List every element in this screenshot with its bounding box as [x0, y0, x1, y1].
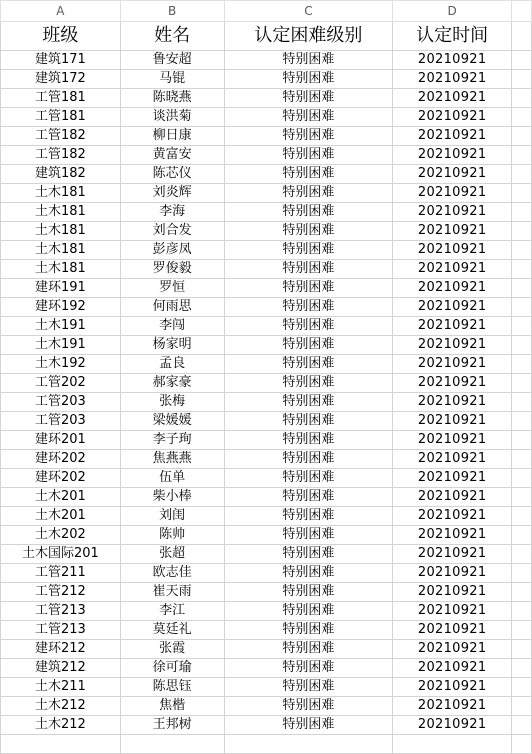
cell-date[interactable]: 20210921 [393, 108, 512, 127]
cell-level[interactable]: 特别困难 [224, 184, 393, 203]
cell-level[interactable]: 特别困难 [224, 640, 393, 659]
table-row [1, 260, 532, 279]
cell-date[interactable]: 20210921 [393, 640, 512, 659]
cell-class[interactable]: 土木212 [1, 716, 121, 735]
cell-blank[interactable] [512, 317, 532, 336]
cell-blank[interactable] [512, 393, 532, 412]
table-row [1, 526, 532, 545]
cell-level[interactable]: 特别困难 [224, 222, 393, 241]
cell-level[interactable]: 特别困难 [224, 716, 393, 735]
table-row [1, 317, 532, 336]
cell-name[interactable]: 张梅 [120, 393, 224, 412]
cell-class[interactable]: 土木202 [1, 526, 121, 545]
cell-name[interactable]: 鲁安超 [120, 51, 224, 70]
cell-class[interactable]: 工管213 [1, 621, 121, 640]
cell-name[interactable]: 罗俊毅 [120, 260, 224, 279]
cell-level[interactable]: 特别困难 [224, 51, 393, 70]
table-row [1, 507, 532, 526]
cell-date[interactable]: 20210921 [393, 412, 512, 431]
cell-name[interactable]: 陈芯仪 [120, 165, 224, 184]
cell-blank[interactable] [512, 507, 532, 526]
cell-name[interactable]: 李子珣 [120, 431, 224, 450]
cell-level[interactable]: 特别困难 [224, 678, 393, 697]
cell-level[interactable]: 特别困难 [224, 488, 393, 507]
cell-blank[interactable] [512, 526, 532, 545]
cell-date[interactable]: 20210921 [393, 393, 512, 412]
header-blank-cell[interactable] [512, 22, 532, 51]
cell-class[interactable]: 工管213 [1, 602, 121, 621]
cell-name[interactable]: 王邦树 [120, 716, 224, 735]
cell-date[interactable]: 20210921 [393, 336, 512, 355]
cell-date[interactable]: 20210921 [393, 165, 512, 184]
table-row [1, 412, 532, 431]
cell-date[interactable]: 20210921 [393, 659, 512, 678]
cell-blank[interactable] [512, 545, 532, 564]
cell-blank[interactable] [512, 51, 532, 70]
cell-class[interactable]: 建筑212 [1, 659, 121, 678]
table-row [1, 678, 532, 697]
cell-level[interactable]: 特别困难 [224, 697, 393, 716]
cell-name[interactable]: 张超 [120, 545, 224, 564]
cell-level[interactable]: 特别困难 [224, 146, 393, 165]
cell-class[interactable]: 建环202 [1, 469, 121, 488]
cell-level[interactable]: 特别困难 [224, 165, 393, 184]
table-row [1, 621, 532, 640]
cell-name[interactable]: 刘合发 [120, 222, 224, 241]
cell-class[interactable]: 土木181 [1, 184, 121, 203]
empty-cell[interactable] [1, 735, 121, 754]
cell-name[interactable]: 焦燕燕 [120, 450, 224, 469]
cell-level[interactable]: 特别困难 [224, 89, 393, 108]
cell-name[interactable]: 徐可瑜 [120, 659, 224, 678]
cell-level[interactable]: 特别困难 [224, 108, 393, 127]
table-row [1, 716, 532, 735]
cell-name[interactable]: 刘闺 [120, 507, 224, 526]
header-date[interactable]: 认定时间 [393, 22, 512, 51]
cell-level[interactable]: 特别困难 [224, 621, 393, 640]
column-letter-b[interactable]: B [120, 1, 224, 22]
cell-date[interactable]: 20210921 [393, 89, 512, 108]
cell-class[interactable]: 工管212 [1, 583, 121, 602]
cell-level[interactable]: 特别困难 [224, 431, 393, 450]
cell-level[interactable]: 特别困难 [224, 507, 393, 526]
cell-class[interactable]: 土木181 [1, 260, 121, 279]
cell-class[interactable]: 建筑182 [1, 165, 121, 184]
cell-name[interactable]: 谈洪菊 [120, 108, 224, 127]
cell-class[interactable]: 土木191 [1, 317, 121, 336]
cell-level[interactable]: 特别困难 [224, 393, 393, 412]
table-row [1, 640, 532, 659]
table-row [1, 355, 532, 374]
cell-blank[interactable] [512, 450, 532, 469]
cell-class[interactable]: 工管181 [1, 108, 121, 127]
table-row [1, 450, 532, 469]
cell-date[interactable]: 20210921 [393, 260, 512, 279]
table-row [1, 70, 532, 89]
table-row [1, 697, 532, 716]
table-row [1, 659, 532, 678]
cell-level[interactable]: 特别困难 [224, 260, 393, 279]
cell-name[interactable]: 陈晓燕 [120, 89, 224, 108]
cell-class[interactable]: 工管181 [1, 89, 121, 108]
cell-level[interactable]: 特别困难 [224, 355, 393, 374]
cell-name[interactable]: 焦楷 [120, 697, 224, 716]
cell-level[interactable]: 特别困难 [224, 469, 393, 488]
empty-cell[interactable] [224, 735, 393, 754]
cell-blank[interactable] [512, 374, 532, 393]
cell-date[interactable]: 20210921 [393, 621, 512, 640]
cell-date[interactable]: 20210921 [393, 526, 512, 545]
cell-blank[interactable] [512, 184, 532, 203]
cell-level[interactable]: 特别困难 [224, 583, 393, 602]
cell-class[interactable]: 工管182 [1, 146, 121, 165]
cell-blank[interactable] [512, 412, 532, 431]
cell-name[interactable]: 陈帅 [120, 526, 224, 545]
table-row [1, 469, 532, 488]
cell-class[interactable]: 工管211 [1, 564, 121, 583]
cell-date[interactable]: 20210921 [393, 431, 512, 450]
cell-class[interactable]: 工管203 [1, 412, 121, 431]
header-row [1, 22, 532, 51]
cell-blank[interactable] [512, 70, 532, 89]
cell-name[interactable]: 莫廷礼 [120, 621, 224, 640]
cell-class[interactable]: 建筑172 [1, 70, 121, 89]
cell-level[interactable]: 特别困难 [224, 203, 393, 222]
table-row [1, 184, 532, 203]
table-row [1, 108, 532, 127]
cell-blank[interactable] [512, 621, 532, 640]
cell-date[interactable]: 20210921 [393, 469, 512, 488]
cell-class[interactable]: 工管202 [1, 374, 121, 393]
cell-level[interactable]: 特别困难 [224, 279, 393, 298]
cell-blank[interactable] [512, 716, 532, 735]
cell-name[interactable]: 李海 [120, 203, 224, 222]
empty-cell[interactable] [393, 735, 512, 754]
cell-class[interactable]: 工管203 [1, 393, 121, 412]
cell-class[interactable]: 建环202 [1, 450, 121, 469]
cell-class[interactable]: 工管182 [1, 127, 121, 146]
cell-blank[interactable] [512, 165, 532, 184]
cell-class[interactable]: 建环212 [1, 640, 121, 659]
cell-name[interactable]: 彭彦凤 [120, 241, 224, 260]
cell-date[interactable]: 20210921 [393, 545, 512, 564]
cell-date[interactable]: 20210921 [393, 678, 512, 697]
cell-level[interactable]: 特别困难 [224, 450, 393, 469]
cell-date[interactable]: 20210921 [393, 222, 512, 241]
cell-class[interactable]: 土木212 [1, 697, 121, 716]
cell-name[interactable]: 郝家豪 [120, 374, 224, 393]
cell-blank[interactable] [512, 108, 532, 127]
cell-blank[interactable] [512, 355, 532, 374]
cell-date[interactable]: 20210921 [393, 298, 512, 317]
column-letter-a[interactable]: A [1, 1, 121, 22]
cell-blank[interactable] [512, 279, 532, 298]
cell-blank[interactable] [512, 260, 532, 279]
table-row [1, 279, 532, 298]
table-row [1, 583, 532, 602]
cell-blank[interactable] [512, 564, 532, 583]
empty-cell[interactable] [120, 735, 224, 754]
cell-name[interactable]: 崔天雨 [120, 583, 224, 602]
cell-date[interactable]: 20210921 [393, 583, 512, 602]
cell-name[interactable]: 黄富安 [120, 146, 224, 165]
cell-level[interactable]: 特别困难 [224, 298, 393, 317]
cell-class[interactable]: 建筑171 [1, 51, 121, 70]
cell-class[interactable]: 土木181 [1, 241, 121, 260]
cell-class[interactable]: 土木192 [1, 355, 121, 374]
cell-date[interactable]: 20210921 [393, 279, 512, 298]
cell-date[interactable]: 20210921 [393, 488, 512, 507]
header-name[interactable]: 姓名 [120, 22, 224, 51]
header-class[interactable]: 班级 [1, 22, 121, 51]
table-row [1, 89, 532, 108]
cell-date[interactable]: 20210921 [393, 127, 512, 146]
table-row [1, 488, 532, 507]
cell-level[interactable]: 特别困难 [224, 241, 393, 260]
cell-name[interactable]: 罗恒 [120, 279, 224, 298]
cell-name[interactable]: 李闯 [120, 317, 224, 336]
cell-date[interactable]: 20210921 [393, 564, 512, 583]
cell-level[interactable]: 特别困难 [224, 659, 393, 678]
cell-name[interactable]: 陈思钰 [120, 678, 224, 697]
cell-blank[interactable] [512, 659, 532, 678]
cell-name[interactable]: 马锟 [120, 70, 224, 89]
table-row [1, 203, 532, 222]
cell-level[interactable]: 特别困难 [224, 127, 393, 146]
cell-class[interactable]: 土木201 [1, 507, 121, 526]
column-letter-d[interactable]: D [393, 1, 512, 22]
cell-name[interactable]: 柴小棒 [120, 488, 224, 507]
cell-date[interactable]: 20210921 [393, 51, 512, 70]
cell-class[interactable]: 土木181 [1, 203, 121, 222]
cell-name[interactable]: 欧志佳 [120, 564, 224, 583]
cell-level[interactable]: 特别困难 [224, 317, 393, 336]
cell-blank[interactable] [512, 583, 532, 602]
table-row [1, 165, 532, 184]
cell-date[interactable]: 20210921 [393, 697, 512, 716]
cell-name[interactable]: 李江 [120, 602, 224, 621]
cell-blank[interactable] [512, 127, 532, 146]
table-row [1, 336, 532, 355]
cell-blank[interactable] [512, 89, 532, 108]
cell-class[interactable]: 土木211 [1, 678, 121, 697]
cell-blank[interactable] [512, 678, 532, 697]
cell-date[interactable]: 20210921 [393, 184, 512, 203]
cell-date[interactable]: 20210921 [393, 602, 512, 621]
table-row [1, 393, 532, 412]
cell-name[interactable]: 梁媛媛 [120, 412, 224, 431]
cell-blank[interactable] [512, 336, 532, 355]
cell-blank[interactable] [512, 203, 532, 222]
cell-blank[interactable] [512, 697, 532, 716]
column-letter-row [1, 1, 532, 22]
cell-class[interactable]: 土木201 [1, 488, 121, 507]
cell-level[interactable]: 特别困难 [224, 602, 393, 621]
cell-class[interactable]: 土木国际201 [1, 545, 121, 564]
cell-class[interactable]: 建环192 [1, 298, 121, 317]
cell-blank[interactable] [512, 469, 532, 488]
empty-cell[interactable] [512, 735, 532, 754]
cell-level[interactable]: 特别困难 [224, 374, 393, 393]
table-row [1, 127, 532, 146]
cell-name[interactable]: 刘炎辉 [120, 184, 224, 203]
table-row [1, 564, 532, 583]
cell-class[interactable]: 土木191 [1, 336, 121, 355]
table-row [1, 374, 532, 393]
cell-blank[interactable] [512, 602, 532, 621]
cell-blank[interactable] [512, 298, 532, 317]
table-row [1, 298, 532, 317]
cell-level[interactable]: 特别困难 [224, 70, 393, 89]
cell-name[interactable]: 杨家明 [120, 336, 224, 355]
cell-date[interactable]: 20210921 [393, 450, 512, 469]
cell-level[interactable]: 特别困难 [224, 412, 393, 431]
empty-row [1, 735, 532, 754]
cell-date[interactable]: 20210921 [393, 507, 512, 526]
cell-level[interactable]: 特别困难 [224, 564, 393, 583]
cell-date[interactable]: 20210921 [393, 716, 512, 735]
cell-blank[interactable] [512, 640, 532, 659]
cell-date[interactable]: 20210921 [393, 146, 512, 165]
cell-name[interactable]: 伍单 [120, 469, 224, 488]
cell-level[interactable]: 特别困难 [224, 336, 393, 355]
table-row [1, 431, 532, 450]
column-letter-e-blank[interactable] [512, 1, 532, 22]
cell-name[interactable]: 张霞 [120, 640, 224, 659]
cell-date[interactable]: 20210921 [393, 374, 512, 393]
table-row [1, 602, 532, 621]
table-row [1, 146, 532, 165]
cell-class[interactable]: 建环201 [1, 431, 121, 450]
column-letter-c[interactable]: C [224, 1, 393, 22]
cell-blank[interactable] [512, 488, 532, 507]
cell-date[interactable]: 20210921 [393, 355, 512, 374]
cell-name[interactable]: 何雨思 [120, 298, 224, 317]
cell-blank[interactable] [512, 241, 532, 260]
cell-class[interactable]: 建环191 [1, 279, 121, 298]
cell-level[interactable]: 特别困难 [224, 545, 393, 564]
table-row [1, 222, 532, 241]
cell-blank[interactable] [512, 431, 532, 450]
cell-date[interactable]: 20210921 [393, 70, 512, 89]
cell-name[interactable]: 孟良 [120, 355, 224, 374]
cell-blank[interactable] [512, 222, 532, 241]
header-level[interactable]: 认定困难级别 [224, 22, 393, 51]
table-row [1, 545, 532, 564]
cell-date[interactable]: 20210921 [393, 203, 512, 222]
table-row [1, 51, 532, 70]
cell-date[interactable]: 20210921 [393, 241, 512, 260]
cell-level[interactable]: 特别困难 [224, 526, 393, 545]
cell-date[interactable]: 20210921 [393, 317, 512, 336]
cell-blank[interactable] [512, 146, 532, 165]
table-row [1, 241, 532, 260]
cell-class[interactable]: 土木181 [1, 222, 121, 241]
cell-name[interactable]: 柳日康 [120, 127, 224, 146]
